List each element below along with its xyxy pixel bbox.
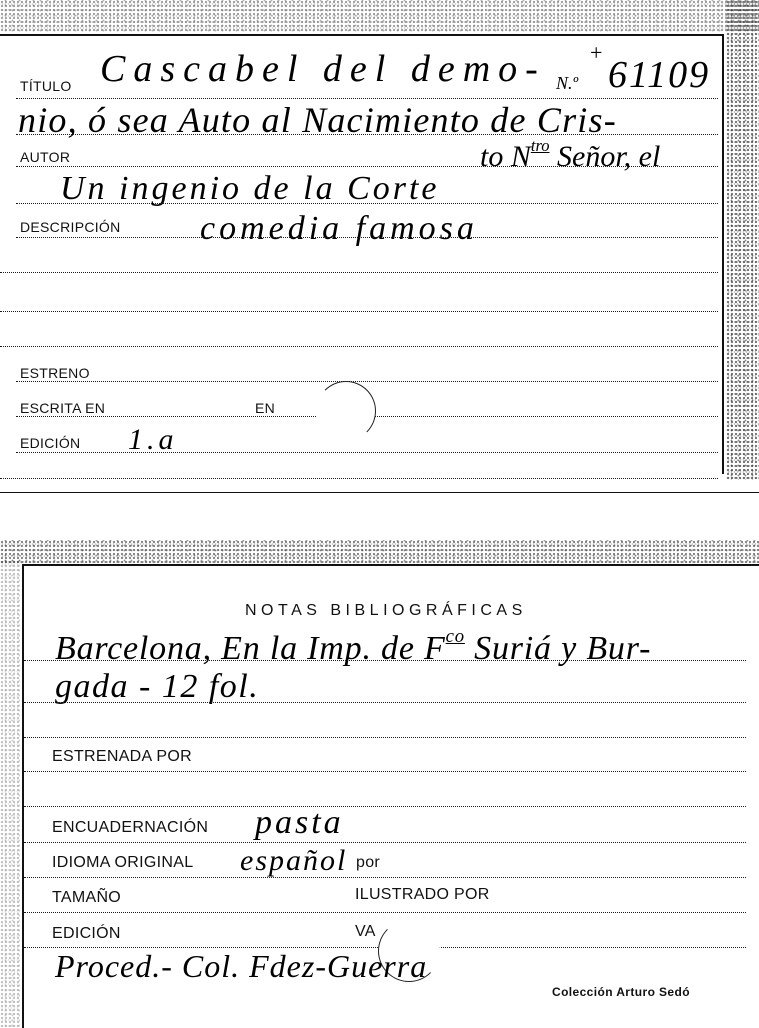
card-back-top-border <box>22 564 759 566</box>
rule <box>0 311 718 312</box>
rule <box>16 381 718 382</box>
catalog-number-prefix: N.º <box>556 73 579 93</box>
title-label: TÍTULO <box>20 78 72 94</box>
illustrated-by-label: ILUSTRADO POR <box>355 886 490 903</box>
size-label: TAMAÑO <box>52 889 122 906</box>
collection-stamp: Colección Arturo Sedó <box>552 985 690 999</box>
binding-label: ENCUADERNACIÓN <box>52 819 209 836</box>
title-line-1: Cascabel del demo- <box>100 48 546 90</box>
card-separator-line <box>0 492 759 493</box>
written-en-label: EN <box>255 400 276 416</box>
edition-value: 1.a <box>128 423 178 456</box>
title-line-3-end: Señor, el <box>549 139 661 173</box>
notes-line-1-end: Suriá y Bur- <box>464 629 652 667</box>
notes-line-2: gada - 12 fol. <box>55 668 260 705</box>
title-line-3-start: to N <box>480 139 531 173</box>
scan-noise-top <box>0 0 759 32</box>
rule <box>24 771 746 772</box>
premiere-label: ESTRENO <box>20 365 90 381</box>
rule <box>16 452 718 453</box>
rule <box>16 203 718 204</box>
scan-noise-right <box>726 0 759 480</box>
original-language-label: IDIOMA ORIGINAL <box>52 854 194 871</box>
card-back-left-border <box>22 564 24 1028</box>
catalog-number-mark: + <box>590 40 603 65</box>
notes-heading: NOTAS BIBLIOGRÁFICAS <box>245 602 527 619</box>
binding-value: pasta <box>255 804 344 841</box>
title-line-3-superscript: tro <box>530 136 550 155</box>
rule <box>24 806 746 807</box>
description-label: DESCRIPCIÓN <box>20 219 121 235</box>
rule <box>0 346 718 347</box>
description-value: comedia famosa <box>200 210 478 247</box>
rule <box>24 842 746 843</box>
rule <box>24 737 746 738</box>
punch-hole <box>316 381 376 441</box>
author-value: Un ingenio de la Corte <box>60 170 440 207</box>
rule <box>24 660 746 661</box>
rule <box>24 912 746 913</box>
edition-label: EDICIÓN <box>20 435 81 451</box>
rule <box>16 134 718 135</box>
scan-noise-top <box>0 540 759 564</box>
rule <box>24 702 746 703</box>
premiered-by-label: ESTRENADA POR <box>52 748 192 765</box>
written-in-label: ESCRITA EN <box>20 400 106 416</box>
author-label: AUTOR <box>20 149 71 165</box>
card-front-top-border <box>0 34 724 36</box>
scan-noise-left <box>0 560 20 1028</box>
catalog-number: 61109 <box>608 54 711 96</box>
notes-line-1-start: Barcelona, En la Imp. de F <box>55 629 446 667</box>
rule <box>0 272 718 273</box>
rule <box>24 877 746 878</box>
provenance: Proced.- Col. Fdez-Guerra <box>55 948 428 984</box>
rule <box>0 478 718 479</box>
card-front-right-border <box>722 34 724 474</box>
notes-line-1-superscript: co <box>445 626 465 647</box>
title-line-2: nio, ó sea Auto al Nacimiento de Cris- <box>18 100 617 140</box>
rule <box>16 237 718 238</box>
edition-label-back: EDICIÓN <box>52 925 121 942</box>
translated-by-label: por <box>356 854 381 871</box>
original-language-value: español <box>240 844 348 877</box>
rule <box>16 166 718 167</box>
value-label: VA <box>355 923 376 940</box>
rule <box>16 98 718 99</box>
